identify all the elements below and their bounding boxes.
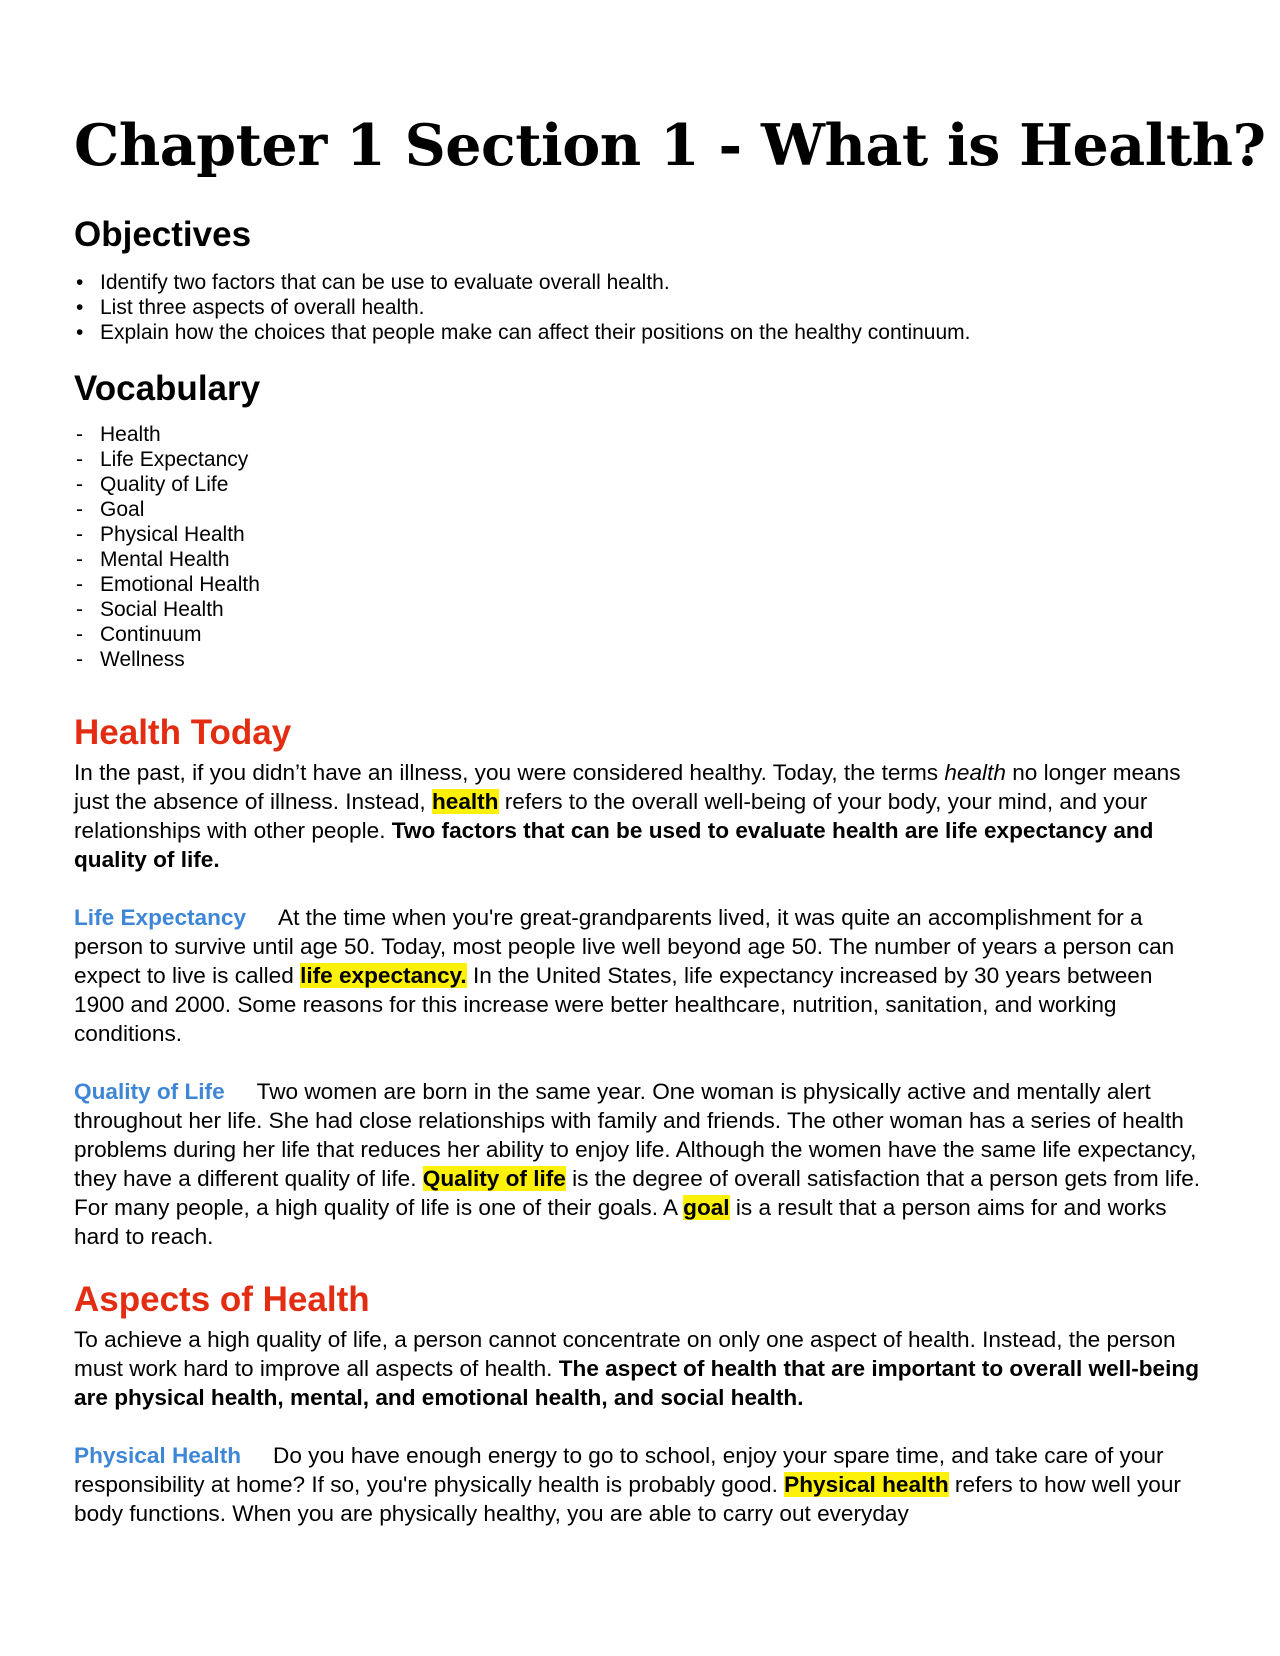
vocabulary-item: - Mental Health [74, 547, 260, 572]
key-point: Two factors that can be used to evaluate health are life expectancy and quality of life. [74, 818, 1154, 872]
quality-of-life-paragraph: Quality of Life Two women are born in the same year. One woman is physically active and mentally alert throughout her life. She had close relationships with family and friends. The other woman has a series of health problems during her life that reduces her ability to enjoy life. Although the women have the same life expectancy, they have a different quality of life. Quality of life is the degree of overall satisfaction that a person gets from life. For many people, a high quality of life is one of their goals. A goal is a result that a person aims for and works hard to reach. [74, 1079, 1201, 1249]
vocabulary-heading: Vocabulary [74, 369, 261, 408]
aspects-of-health-heading: Aspects of Health [74, 1280, 370, 1319]
vocabulary-item: - Physical Health [74, 522, 260, 547]
vocabulary-item: - Continuum [74, 622, 260, 647]
highlight-health: health [431, 789, 499, 814]
highlight-life-expectancy: life expectancy. [300, 963, 467, 988]
health-today-paragraph: In the past, if you didn’t have an illness, you were considered healthy. Today, the terms health no longer means just the absence of illness. Instead, health refers to the overall well-being of your body, your mind, and your relationships with other people. Two factors that can be used to evaluate health are life expectancy and quality of life. [74, 760, 1181, 872]
objectives-heading: Objectives [74, 215, 252, 254]
life-expectancy-subheading: Life Expectancy [74, 905, 247, 930]
key-point: The aspect of health that are important to overall well-being are physical health, mental, and emotional health, and social health. [74, 1356, 1199, 1410]
page-title: Chapter 1 Section 1 - What is Health? [74, 112, 1266, 179]
objective-item: • List three aspects of overall health. [74, 295, 971, 320]
highlight-goal: goal [683, 1195, 730, 1220]
objective-item: • Explain how the choices that people make can affect their positions on the healthy continuum. [74, 320, 971, 345]
vocabulary-item: - Social Health [74, 597, 260, 622]
highlight-physical-health: Physical health [784, 1472, 949, 1497]
life-expectancy-paragraph: Life Expectancy At the time when you're great-grandparents lived, it was quite an accomplishment for a person to survive until age 50. Today, most people live well beyond age 50. The number of years a person can expect to live is called life expectancy. In the United States, life expectancy increased by 30 years between 1900 and 2000. Some reasons for this increase were better healthcare, nutrition, sanitation, and working conditions. [74, 905, 1175, 1046]
vocabulary-item: - Emotional Health [74, 572, 260, 597]
vocabulary-item: - Wellness [74, 647, 260, 672]
highlight-quality-of-life: Quality of life [422, 1166, 566, 1191]
aspects-paragraph: To achieve a high quality of life, a person cannot concentrate on only one aspect of health. Instead, the person must work hard to improve all aspects of health. The aspect of health that are important to overall well-being are physical health, mental, and emotional health, and social health. [74, 1327, 1199, 1410]
vocabulary-list [74, 422, 260, 672]
health-today-heading: Health Today [74, 713, 292, 752]
physical-health-subheading: Physical Health [74, 1443, 242, 1468]
objectives-list [74, 270, 971, 345]
vocabulary-item: - Health [74, 422, 260, 447]
quality-of-life-subheading: Quality of Life [74, 1079, 225, 1104]
health-term-italic: health [944, 760, 1006, 785]
physical-health-paragraph: Physical Health Do you have enough energy to go to school, enjoy your spare time, and take care of your responsibility at home? If so, you're physically health is probably good. Physical health refers to how well your body functions. When you are physically healthy, you are able to carry out everyday [74, 1443, 1181, 1526]
vocabulary-item: - Quality of Life [74, 472, 260, 497]
objective-item: • Identify two factors that can be use to evaluate overall health. [74, 270, 971, 295]
vocabulary-item: - Goal [74, 497, 260, 522]
vocabulary-item: - Life Expectancy [74, 447, 260, 472]
